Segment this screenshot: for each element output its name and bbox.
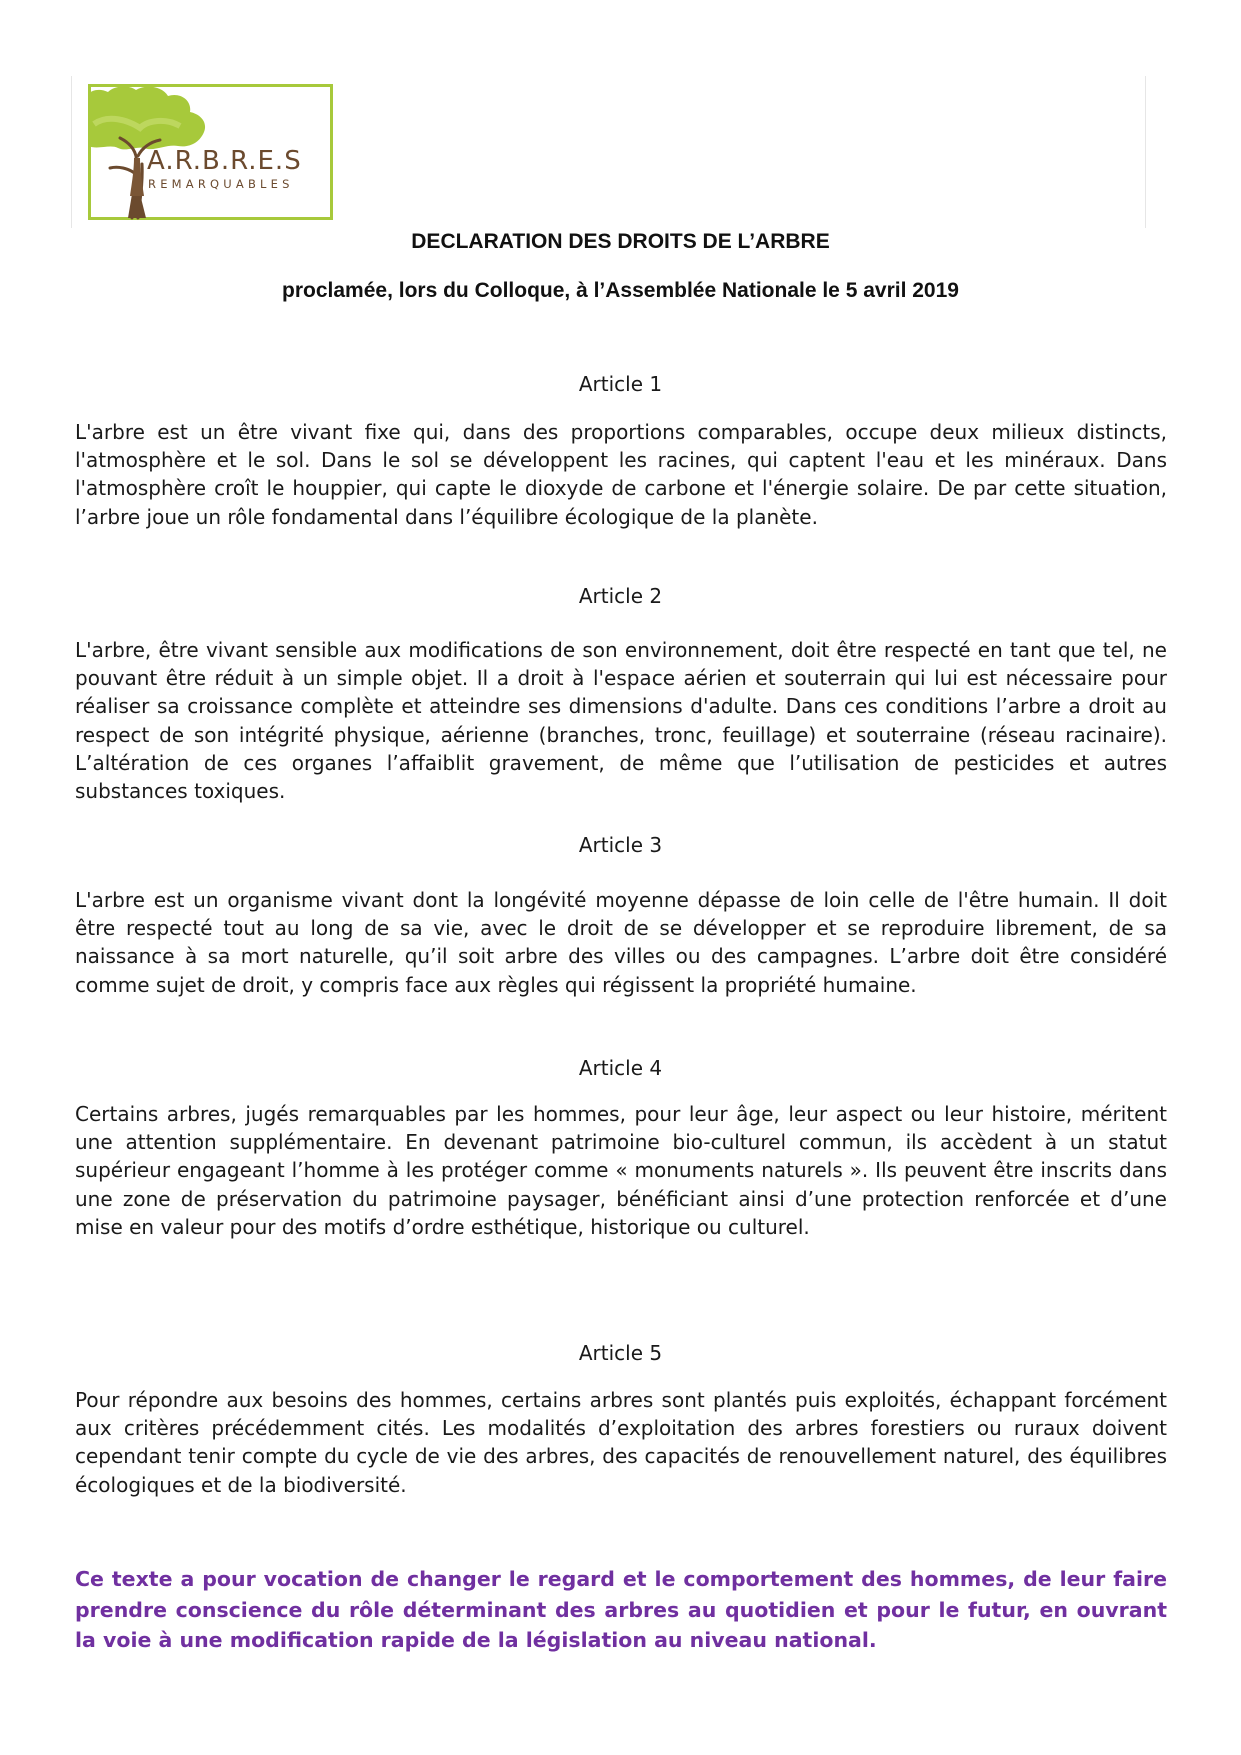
- article-3-text: L'arbre est un organisme vivant dont la longévité moyenne dépasse de loin celle de l'être humain. Il doit être respecté tout au long de sa vie, avec le droit de se développer et se reproduire librement, de sa naissance à sa mort naturelle, qu’il soit arbre des villes ou des campagnes. L’arbre doit être considéré comme sujet de droit, y compris face aux règles qui régissent la propriété humaine.: [75, 888, 1167, 997]
- logo-subtitle: REMARQUABLES: [148, 177, 294, 191]
- closing-statement: Ce texte a pour vocation de changer le regard et le comportement des hommes, de leur faire prendre conscience du rôle déterminant des arbres au quotidien et pour le futur, en ouvrant la voie à une modification rapide de la législation au niveau national.: [75, 1567, 1167, 1652]
- article-4-text: Certains arbres, jugés remarquables par les hommes, pour leur âge, leur aspect ou leur histoire, méritent une attention supplémentaire. En devenant patrimoine bio-culturel commun, ils accèdent à un statut supérieur engageant l’homme à les protéger comme « monuments naturels ». Ils peuvent être inscrits dans une zone de préservation du patrimoine paysager, bénéficiant ainsi d’une protection renforcée et d’une mise en valeur pour des motifs d’ordre esthétique, historique ou culturel.: [75, 1102, 1167, 1239]
- article-2-heading: Article 2: [578, 584, 663, 608]
- arbres-remarquables-logo: [88, 84, 333, 220]
- article-4-heading: Article 4: [578, 1056, 663, 1080]
- header-rule-right: [1145, 76, 1146, 228]
- article-1-heading: Article 1: [578, 372, 663, 396]
- logo-wordmark: A.R.B.R.E.S: [147, 146, 302, 176]
- document-title: DECLARATION DES DROITS DE L’ARBRE: [411, 230, 830, 253]
- article-3-heading: Article 3: [578, 833, 663, 857]
- article-1-text: L'arbre est un être vivant fixe qui, dans des proportions comparables, occupe deux milieux distincts, l'atmosphère et le sol. Dans le sol se développent les racines, qui captent l'eau et les minéraux. Dans l'atmosphère croît le houppier, qui capte le dioxyde de carbone et l'énergie solaire. De par cette situation, l’arbre joue un rôle fondamental dans l’équilibre écologique de la planète.: [75, 420, 1167, 529]
- document-subtitle: proclamée, lors du Colloque, à l’Assemblée Nationale le 5 avril 2019: [282, 279, 959, 302]
- header-rule-left: [71, 76, 72, 228]
- article-5-heading: Article 5: [578, 1341, 663, 1365]
- article-5-text: Pour répondre aux besoins des hommes, certains arbres sont plantés puis exploités, échappant forcément aux critères précédemment cités. Les modalités d’exploitation des arbres forestiers ou ruraux doivent cependant tenir compte du cycle de vie des arbres, des capacités de renouvellement naturel, des équilibres écologiques et de la biodiversité.: [75, 1388, 1167, 1497]
- article-2-text: L'arbre, être vivant sensible aux modifications de son environnement, doit être respecté en tant que tel, ne pouvant être réduit à un simple objet. Il a droit à l'espace aérien et souterrain qui lui est nécessaire pour réaliser sa croissance complète et atteindre ses dimensions d'adulte. Dans ces conditions l’arbre a droit au respect de son intégrité physique, aérienne (branches, tronc, feuillage) et souterraine (réseau racinaire). L’altération de ces organes l’affaiblit gravement, de même que l’utilisation de pesticides et autres substances toxiques.: [75, 638, 1167, 804]
